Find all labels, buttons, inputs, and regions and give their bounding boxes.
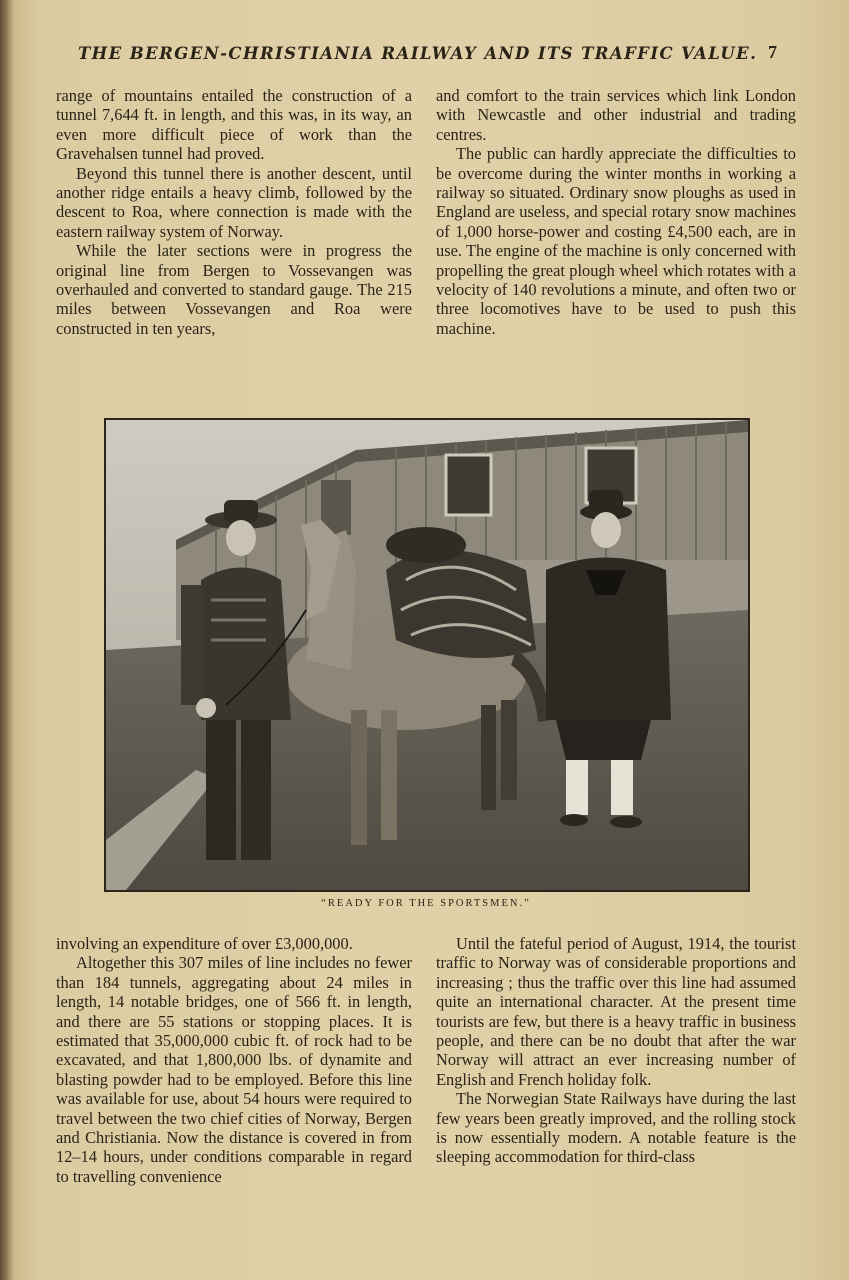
barn-window	[446, 455, 491, 515]
photo-illustration	[106, 420, 748, 890]
photograph	[104, 418, 750, 892]
paragraph: Until the fateful period of August, 1914, the tourist traffic to Norway was of considerable proportions and increasing ; thus the traffic over this line had assumed quite an international character. At the present time tourists are few, but there is a heavy traffic in business people, and there can be no doubt that after the war Norway will attract an ever increasing number of English and French holiday folk.	[436, 934, 796, 1089]
photo-caption: “READY FOR THE SPORTSMEN.”	[321, 898, 531, 909]
paragraph: range of mountains entailed the construction of a tunnel 7,644 ft. in length, and this was, in its way, an even more difficult piece of work than the Gravehalsen tunnel had proved.	[56, 86, 412, 164]
column-top-right	[436, 86, 796, 338]
paragraph: Beyond this tunnel there is another descent, until another ridge entails a heavy climb, followed by the descent to Roa, where connection is made with the eastern railway system of Norway.	[56, 163, 412, 241]
paragraph: The Norwegian State Railways have during the last few years been greatly improved, and the rolling stock is now essentially modern. A notable feature is the sleeping accommodation for third-class	[436, 1089, 796, 1167]
paragraph: While the later sections were in progress the original line from Bergen to Vossevangen was overhauled and converted to standard gauge. The 215 miles between Vossevangen and Roa were constructed in ten years,	[56, 241, 412, 338]
paragraph: involving an expenditure of over £3,000,000.	[56, 934, 353, 953]
column-bottom-left	[56, 934, 412, 1186]
column-top-left	[56, 86, 412, 338]
paragraph: The public can hardly appreciate the difficulties to be overcome during the winter months in working a railway so situated. Ordinary snow ploughs as used in England are useless, and special rotary snow machines of 1,000 horse-power and costing £4,500 each, are in use. The engine of the machine is only concerned with propelling the great plough wheel which rotates with a velocity of 140 revolutions a minute, and often two or three locomotives have to be used to push this machine.	[436, 144, 796, 338]
column-bottom-right	[436, 934, 796, 1167]
paragraph: and comfort to the train services which link London with Newcastle and other industrial and trading centres.	[436, 86, 796, 144]
page-number: 7	[768, 42, 777, 62]
paragraph: Altogether this 307 miles of line includes no fewer than 184 tunnels, aggregating about 24 miles in length, 14 notable bridges, one of 566 ft. in length, and there are 55 stations or stopping places. It is estimated that 35,000,000 cubic ft. of rock had to be excavated, and that 1,800,000 lbs. of dynamite and blasting powder had to be employed. Before this line was available for use, about 54 hours were required to travel between the two chief cities of Norway, Bergen and Christiania. Now the distance is covered in from 12–14 hours, under conditions comparable in regard to travelling convenience	[56, 953, 412, 1186]
running-title: THE BERGEN-CHRISTIANIA RAILWAY AND ITS TRAFFIC VALUE.	[78, 44, 758, 63]
